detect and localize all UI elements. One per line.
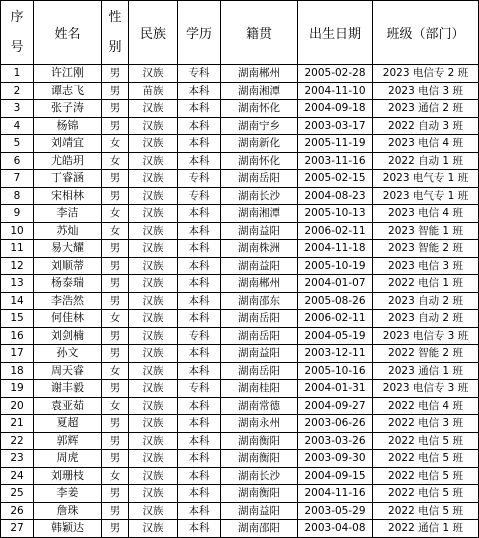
cell-class-dept: 2022 电信 5 班	[373, 467, 479, 485]
cell-education: 本科	[178, 520, 221, 538]
cell-birth-date: 2004-01-31	[298, 380, 373, 398]
cell-gender: 男	[102, 100, 129, 118]
header-index-line1: 序	[10, 9, 24, 25]
cell-education: 本科	[178, 467, 221, 485]
cell-education: 本科	[178, 275, 221, 293]
cell-birth-date: 2004-09-27	[298, 397, 373, 415]
cell-birth-date: 2004-11-10	[298, 82, 373, 100]
cell-index: 22	[1, 432, 34, 450]
cell-birth-date: 2003-05-29	[298, 502, 373, 520]
cell-education: 本科	[178, 310, 221, 328]
cell-name: 孙文	[34, 345, 102, 363]
cell-birth-date: 2005-02-15	[298, 170, 373, 188]
cell-birth-date: 2003-09-30	[298, 450, 373, 468]
cell-education: 本科	[178, 205, 221, 223]
cell-ethnicity: 汉族	[129, 362, 178, 380]
cell-index: 11	[1, 240, 34, 258]
cell-education: 本科	[178, 502, 221, 520]
cell-gender: 男	[102, 450, 129, 468]
table-row	[1, 222, 479, 240]
cell-index: 24	[1, 467, 34, 485]
table-row	[1, 82, 479, 100]
table-header	[1, 1, 479, 65]
header-gender-line1: 性	[108, 9, 122, 25]
cell-native-place: 湖南益阳	[221, 502, 298, 520]
cell-index: 1	[1, 65, 34, 83]
cell-class-dept: 2022 自动 1 班	[373, 152, 479, 170]
cell-index: 25	[1, 485, 34, 503]
cell-name: 杨泰瑞	[34, 275, 102, 293]
table-row	[1, 187, 479, 205]
cell-index: 21	[1, 415, 34, 433]
cell-class-dept: 2023 通信 2 班	[373, 100, 479, 118]
table-row	[1, 257, 479, 275]
cell-native-place: 湖南永州	[221, 415, 298, 433]
cell-ethnicity: 汉族	[129, 520, 178, 538]
header-ethnicity: 民族	[129, 1, 178, 65]
cell-education: 专科	[178, 327, 221, 345]
cell-birth-date: 2004-08-23	[298, 187, 373, 205]
cell-class-dept: 2023 通信 1 班	[373, 362, 479, 380]
cell-birth-date: 2005-10-16	[298, 362, 373, 380]
cell-ethnicity: 汉族	[129, 135, 178, 153]
header-class-dept: 班级（部门）	[373, 1, 479, 65]
cell-name: 易大耀	[34, 240, 102, 258]
cell-ethnicity: 汉族	[129, 327, 178, 345]
cell-gender: 女	[102, 152, 129, 170]
cell-education: 本科	[178, 485, 221, 503]
cell-name: 刘靖宜	[34, 135, 102, 153]
cell-native-place: 湖南株洲	[221, 240, 298, 258]
cell-class-dept: 2023 电信专 3 班	[373, 327, 479, 345]
table-row	[1, 397, 479, 415]
cell-gender: 男	[102, 292, 129, 310]
cell-class-dept: 2022 电信 1 班	[373, 275, 479, 293]
cell-name: 李浩然	[34, 292, 102, 310]
cell-gender: 女	[102, 135, 129, 153]
cell-education: 本科	[178, 135, 221, 153]
cell-native-place: 湖南益阳	[221, 222, 298, 240]
cell-gender: 男	[102, 415, 129, 433]
cell-education: 本科	[178, 117, 221, 135]
cell-gender: 男	[102, 170, 129, 188]
cell-ethnicity: 汉族	[129, 117, 178, 135]
cell-name: 张子涛	[34, 100, 102, 118]
header-row	[1, 1, 479, 65]
cell-native-place: 湖南怀化	[221, 100, 298, 118]
table-row	[1, 502, 479, 520]
cell-class-dept: 2023 智能 2 班	[373, 240, 479, 258]
cell-education: 本科	[178, 222, 221, 240]
table-row	[1, 100, 479, 118]
cell-birth-date: 2004-11-16	[298, 485, 373, 503]
cell-native-place: 湖南衡阳	[221, 485, 298, 503]
cell-birth-date: 2003-12-11	[298, 345, 373, 363]
cell-ethnicity: 汉族	[129, 467, 178, 485]
table-row	[1, 205, 479, 223]
cell-index: 6	[1, 152, 34, 170]
cell-gender: 男	[102, 187, 129, 205]
cell-birth-date: 2005-10-19	[298, 257, 373, 275]
cell-index: 16	[1, 327, 34, 345]
cell-ethnicity: 汉族	[129, 502, 178, 520]
cell-index: 3	[1, 100, 34, 118]
cell-name: 许江刚	[34, 65, 102, 83]
cell-education: 专科	[178, 187, 221, 205]
cell-gender: 男	[102, 275, 129, 293]
cell-class-dept: 2022 通信 1 班	[373, 520, 479, 538]
cell-index: 2	[1, 82, 34, 100]
cell-native-place: 湖南衡阳	[221, 450, 298, 468]
cell-native-place: 湖南桂阳	[221, 380, 298, 398]
table-row	[1, 380, 479, 398]
cell-gender: 男	[102, 65, 129, 83]
cell-birth-date: 2006-02-11	[298, 310, 373, 328]
cell-name: 周天睿	[34, 362, 102, 380]
cell-native-place: 湖南益阳	[221, 257, 298, 275]
cell-ethnicity: 汉族	[129, 292, 178, 310]
cell-education: 本科	[178, 152, 221, 170]
cell-native-place: 湖南岳阳	[221, 362, 298, 380]
cell-gender: 男	[102, 117, 129, 135]
cell-index: 23	[1, 450, 34, 468]
cell-class-dept: 2022 电信 3 班	[373, 415, 479, 433]
cell-education: 本科	[178, 240, 221, 258]
cell-index: 17	[1, 345, 34, 363]
cell-ethnicity: 汉族	[129, 100, 178, 118]
cell-native-place: 湖南长沙	[221, 187, 298, 205]
cell-name: 刘珊枝	[34, 467, 102, 485]
cell-class-dept: 2022 电信 5 班	[373, 485, 479, 503]
cell-class-dept: 2022 智能 2 班	[373, 345, 479, 363]
cell-index: 26	[1, 502, 34, 520]
cell-class-dept: 2022 自动 3 班	[373, 117, 479, 135]
cell-gender: 女	[102, 222, 129, 240]
cell-ethnicity: 汉族	[129, 345, 178, 363]
cell-birth-date: 2003-06-26	[298, 415, 373, 433]
cell-gender: 女	[102, 205, 129, 223]
cell-class-dept: 2023 电信 4 班	[373, 205, 479, 223]
cell-ethnicity: 汉族	[129, 65, 178, 83]
cell-ethnicity: 苗族	[129, 82, 178, 100]
header-name: 姓名	[34, 1, 102, 65]
cell-native-place: 湖南湘潭	[221, 205, 298, 223]
cell-education: 本科	[178, 362, 221, 380]
cell-gender: 男	[102, 502, 129, 520]
cell-education: 本科	[178, 100, 221, 118]
table-row	[1, 362, 479, 380]
cell-name: 何佳林	[34, 310, 102, 328]
table-row	[1, 152, 479, 170]
table-row	[1, 345, 479, 363]
cell-birth-date: 2005-02-28	[298, 65, 373, 83]
cell-native-place: 湖南岳阳	[221, 327, 298, 345]
header-index	[1, 1, 34, 65]
cell-birth-date: 2006-02-11	[298, 222, 373, 240]
table-body	[1, 65, 479, 538]
cell-index: 18	[1, 362, 34, 380]
cell-name: 尤皓玥	[34, 152, 102, 170]
cell-birth-date: 2005-08-26	[298, 292, 373, 310]
cell-index: 9	[1, 205, 34, 223]
cell-name: 丁睿涵	[34, 170, 102, 188]
cell-class-dept: 2022 电信 4 班	[373, 397, 479, 415]
cell-index: 20	[1, 397, 34, 415]
header-native-place: 籍贯	[221, 1, 298, 65]
table-row	[1, 135, 479, 153]
cell-education: 本科	[178, 432, 221, 450]
cell-birth-date: 2004-09-18	[298, 100, 373, 118]
cell-native-place: 湖南湘潭	[221, 82, 298, 100]
cell-ethnicity: 汉族	[129, 397, 178, 415]
table-row	[1, 117, 479, 135]
header-education: 学历	[178, 1, 221, 65]
cell-education: 专科	[178, 65, 221, 83]
cell-ethnicity: 汉族	[129, 275, 178, 293]
cell-ethnicity: 汉族	[129, 432, 178, 450]
table-row	[1, 292, 479, 310]
cell-name: 李姜	[34, 485, 102, 503]
table-row	[1, 485, 479, 503]
cell-education: 本科	[178, 450, 221, 468]
table-row	[1, 240, 479, 258]
cell-education: 本科	[178, 345, 221, 363]
cell-ethnicity: 汉族	[129, 240, 178, 258]
cell-name: 韩颖达	[34, 520, 102, 538]
cell-index: 10	[1, 222, 34, 240]
cell-gender: 男	[102, 432, 129, 450]
cell-class-dept: 2023 电信 4 班	[373, 135, 479, 153]
cell-gender: 男	[102, 82, 129, 100]
cell-ethnicity: 汉族	[129, 222, 178, 240]
cell-class-dept: 2023 电气专 1 班	[373, 170, 479, 188]
cell-gender: 男	[102, 345, 129, 363]
cell-education: 专科	[178, 380, 221, 398]
cell-name: 夏超	[34, 415, 102, 433]
cell-name: 李洁	[34, 205, 102, 223]
cell-class-dept: 2022 电信 5 班	[373, 432, 479, 450]
cell-education: 本科	[178, 415, 221, 433]
cell-index: 19	[1, 380, 34, 398]
cell-ethnicity: 汉族	[129, 450, 178, 468]
table-row	[1, 310, 479, 328]
cell-gender: 男	[102, 380, 129, 398]
cell-native-place: 湖南益阳	[221, 345, 298, 363]
cell-education: 本科	[178, 292, 221, 310]
cell-index: 13	[1, 275, 34, 293]
cell-class-dept: 2023 电信专 3 班	[373, 380, 479, 398]
cell-ethnicity: 汉族	[129, 257, 178, 275]
cell-gender: 男	[102, 520, 129, 538]
cell-native-place: 湖南郴州	[221, 275, 298, 293]
table-row	[1, 415, 479, 433]
table-row	[1, 275, 479, 293]
cell-name: 袁亚茹	[34, 397, 102, 415]
table-row	[1, 432, 479, 450]
cell-ethnicity: 汉族	[129, 310, 178, 328]
cell-birth-date: 2003-03-17	[298, 117, 373, 135]
cell-name: 刘顺蒂	[34, 257, 102, 275]
cell-birth-date: 2005-11-19	[298, 135, 373, 153]
cell-gender: 男	[102, 240, 129, 258]
cell-index: 14	[1, 292, 34, 310]
cell-birth-date: 2004-11-18	[298, 240, 373, 258]
cell-index: 4	[1, 117, 34, 135]
cell-ethnicity: 汉族	[129, 170, 178, 188]
cell-birth-date: 2005-10-13	[298, 205, 373, 223]
cell-native-place: 湖南邵阳	[221, 520, 298, 538]
cell-gender: 男	[102, 257, 129, 275]
table-row	[1, 327, 479, 345]
cell-native-place: 湖南怀化	[221, 152, 298, 170]
cell-class-dept: 2023 电信专 2 班	[373, 65, 479, 83]
cell-native-place: 湖南邵东	[221, 292, 298, 310]
cell-name: 谭志飞	[34, 82, 102, 100]
cell-ethnicity: 汉族	[129, 152, 178, 170]
cell-name: 谢丰毅	[34, 380, 102, 398]
cell-birth-date: 2004-09-15	[298, 467, 373, 485]
cell-native-place: 湖南长沙	[221, 467, 298, 485]
cell-native-place: 湖南郴州	[221, 65, 298, 83]
cell-index: 12	[1, 257, 34, 275]
table-row	[1, 467, 479, 485]
cell-birth-date: 2004-05-19	[298, 327, 373, 345]
cell-gender: 女	[102, 397, 129, 415]
table-row	[1, 65, 479, 83]
cell-native-place: 湖南衡阳	[221, 432, 298, 450]
cell-name: 詹珠	[34, 502, 102, 520]
cell-native-place: 湖南宁乡	[221, 117, 298, 135]
cell-index: 7	[1, 170, 34, 188]
cell-native-place: 湖南新化	[221, 135, 298, 153]
cell-class-dept: 2022 电信 5 班	[373, 502, 479, 520]
cell-index: 5	[1, 135, 34, 153]
cell-class-dept: 2023 电气专 1 班	[373, 187, 479, 205]
cell-name: 杨锦	[34, 117, 102, 135]
cell-gender: 男	[102, 327, 129, 345]
cell-native-place: 湖南常德	[221, 397, 298, 415]
cell-gender: 男	[102, 485, 129, 503]
cell-ethnicity: 汉族	[129, 415, 178, 433]
cell-class-dept: 2023 自动 2 班	[373, 292, 479, 310]
cell-gender: 女	[102, 467, 129, 485]
header-index-line2: 号	[10, 39, 24, 55]
cell-index: 27	[1, 520, 34, 538]
cell-native-place: 湖南岳阳	[221, 170, 298, 188]
cell-ethnicity: 汉族	[129, 205, 178, 223]
cell-birth-date: 2003-03-26	[298, 432, 373, 450]
cell-name: 苏灿	[34, 222, 102, 240]
header-gender-line2: 别	[108, 39, 122, 55]
header-gender	[102, 1, 129, 65]
cell-education: 专科	[178, 170, 221, 188]
cell-birth-date: 2003-11-16	[298, 152, 373, 170]
cell-birth-date: 2004-01-07	[298, 275, 373, 293]
cell-name: 宋相林	[34, 187, 102, 205]
cell-index: 15	[1, 310, 34, 328]
cell-ethnicity: 汉族	[129, 187, 178, 205]
cell-education: 本科	[178, 397, 221, 415]
table-row	[1, 170, 479, 188]
table-row	[1, 450, 479, 468]
header-birth-date: 出生日期	[298, 1, 373, 65]
cell-gender: 女	[102, 362, 129, 380]
cell-education: 本科	[178, 257, 221, 275]
cell-class-dept: 2023 自动 2 班	[373, 310, 479, 328]
cell-class-dept: 2023 智能 1 班	[373, 222, 479, 240]
cell-class-dept: 2023 电信 3 班	[373, 82, 479, 100]
cell-name: 郭辉	[34, 432, 102, 450]
table-row	[1, 520, 479, 538]
cell-name: 周虎	[34, 450, 102, 468]
cell-ethnicity: 汉族	[129, 380, 178, 398]
cell-index: 8	[1, 187, 34, 205]
cell-name: 刘剑楠	[34, 327, 102, 345]
cell-birth-date: 2003-04-08	[298, 520, 373, 538]
cell-native-place: 湖南岳阳	[221, 310, 298, 328]
cell-ethnicity: 汉族	[129, 485, 178, 503]
cell-class-dept: 2023 电信 3 班	[373, 257, 479, 275]
cell-class-dept: 2022 电信 5 班	[373, 450, 479, 468]
cell-gender: 女	[102, 310, 129, 328]
cell-education: 本科	[178, 82, 221, 100]
